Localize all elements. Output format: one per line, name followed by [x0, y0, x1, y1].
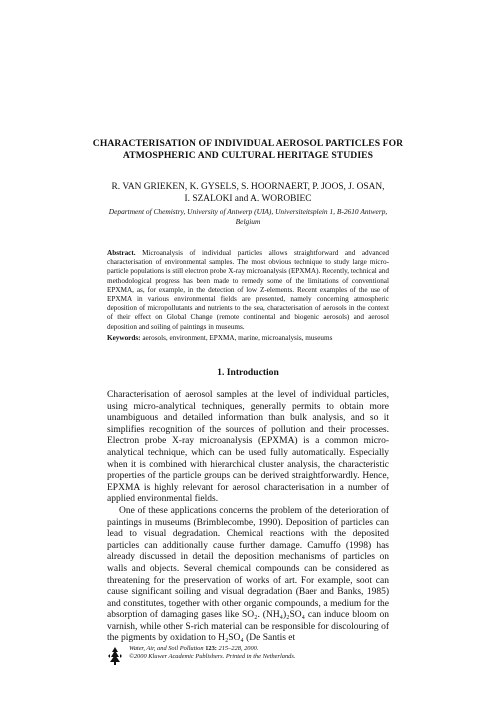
footer-line-1 [129, 645, 389, 653]
paper-title [80, 138, 416, 162]
paragraph-2: One of these applications concerns the problem of the deterioration of paintings in museums (Brimblecombe, 1990). Deposition of particles can lead to visual degradation. Chemical reactions with the deposited particles can additionally cause further damage. Camuffo (1998) has already discussed in detail the deposition mechanisms of particles on walls and objects. Several chemical compounds can be considered as threatening for the preservation of works of art. For example, soot can cause significant soiling and visual degradation (Baer and Banks, 1985) and constitutes, together with other organic compounds, a medium for the absorption of damaging gases like SO₂. (NH₄)₂SO₄ can induce bloom on varnish, while other S-rich material can be responsible for discolouring of the pigments by oxidation to H₂SO₄ (De Santis et [107, 505, 389, 644]
keywords [107, 334, 389, 343]
abstract-label: Abstract. [107, 249, 136, 257]
introduction-body [107, 390, 389, 645]
publisher-footer [107, 645, 389, 669]
title-line-2: ATMOSPHERIC AND CULTURAL HERITAGE STUDIES [122, 150, 374, 161]
footer-volume: 123: [205, 645, 217, 652]
abstract [107, 249, 389, 332]
author-list [90, 181, 406, 205]
paragraph-1: Characterisation of aerosol samples at the level of individual particles, using micro-analytical techniques, generally permits to obtain more unambiguous and detailed information than bulk analysis, and so it simplifies recognition of the sources of pollution and their processes. Electron probe X-ray microanalysis (EPXMA) is a common micro-analytical technique, which can be used fully automatically. Especially when it is combined with hierarchical cluster analysis, the characteristic properties of the particle groups can be derived straightforwardly. Hence, EPXMA is highly relevant for aerosol characterisation in a number of applied environmental fields. [107, 390, 389, 505]
footer-copyright: ©2000 Kluwer Academic Publishers. Printed in the Netherlands. [129, 653, 296, 661]
authors-line-1: R. VAN GRIEKEN, K. GYSELS, S. HOORNAERT, P. JOOS, J. OSAN, [111, 182, 385, 192]
keywords-label: Keywords: [107, 334, 141, 342]
affiliation-line-1: Department of Chemistry, University of Antwerp (UIA), Universiteitsplein 1, B-2610 Antwerp, [108, 207, 388, 216]
footer-pages: 215–228, 2000. [218, 645, 259, 652]
footer-citation [129, 645, 389, 661]
keywords-text: aerosols, environment, EPXMA, marine, microanalysis, museums [142, 334, 333, 342]
footer-journal: Water, Air, and Soil Pollution [129, 645, 204, 652]
abstract-text: Microanalysis of individual particles allows straightforward and advanced characterisation of environmental samples. The most obvious technique to study large micro-particle populations is still electron probe X-ray microanalysis (EPXMA). Recently, technical and methodological progress has been made to remedy some of the limitations of conventional EPXMA, as, for example, in the detection of low Z-elements. Recent examples of the use of EPXMA in various environmental fields are presented, namely concerning atmospheric deposition of micropollutants and nutrients to the sea, characterisation of aerosols in the context of their effect on Global Change (remote continental and biogenic aerosols) and aerosol deposition and soiling of paintings in museums. [107, 249, 390, 331]
title-line-1: CHARACTERISATION OF INDIVIDUAL AEROSOL PARTICLES FOR [92, 138, 404, 149]
affiliation [100, 207, 396, 227]
section-heading: 1. Introduction [217, 367, 279, 378]
affiliation-line-2: Belgium [235, 217, 261, 226]
authors-line-2: I. SZALOKI and A. WOROBIEC [184, 194, 312, 204]
publisher-logo-icon [107, 646, 123, 666]
